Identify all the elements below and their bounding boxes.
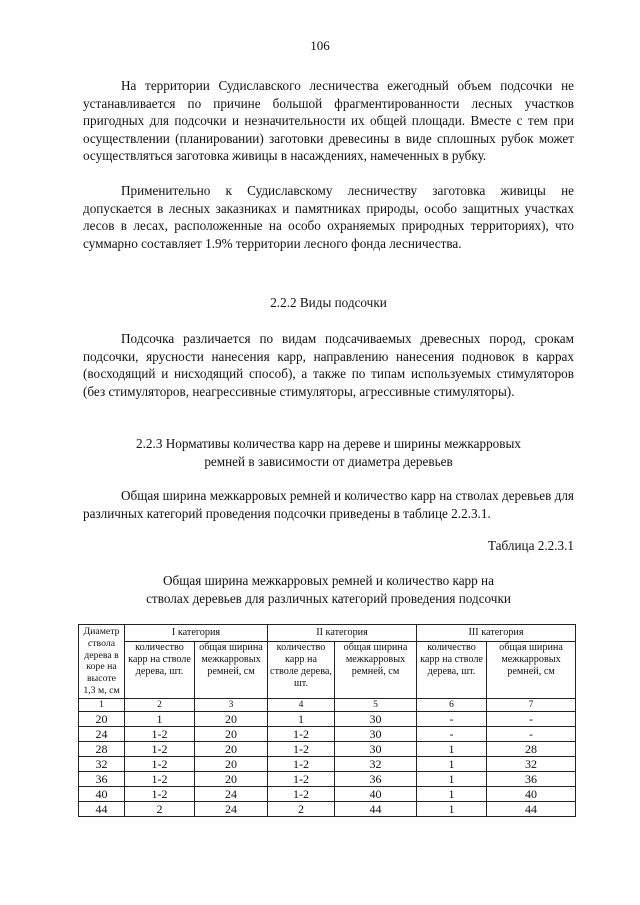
paragraph-text: Подсочка различается по видам подсачиваемых древесных пород, срокам подсочки, ярусности нанесения карр, направлению нанесения подновок в каррах (восходящий и нисходящий способ), а также по типам используемых стимуляторов (без стимуляторов, неагрессивные стимуляторы, агрессивные стимуляторы). [83, 331, 574, 399]
section-heading-2-2-3 [83, 435, 574, 470]
table-cell: - [417, 711, 487, 726]
table-cell: 1-2 [268, 771, 335, 786]
table-row [79, 756, 576, 771]
section-heading-2-2-2 [83, 294, 574, 312]
paragraph-table-intro [83, 487, 574, 522]
table-cell: 1 [125, 711, 195, 726]
table-caption-line-1: Общая ширина межкарровых ремней и количество карр на [163, 573, 494, 588]
table-cell: 1 [417, 756, 487, 771]
header-category-1: I категория [125, 625, 268, 642]
table-cell: 1-2 [268, 726, 335, 741]
table-row [79, 741, 576, 756]
table-cell: 1 [417, 771, 487, 786]
table-cell: 44 [487, 801, 576, 816]
table-cell: 1 [268, 711, 335, 726]
table-cell: 1-2 [125, 786, 195, 801]
table-cell: 30 [335, 741, 417, 756]
column-number: 1 [79, 698, 125, 711]
paragraph-text: На территории Судиславского лесничества ежегодный объем подсочки не устанавливается по причине большой фрагментированности лесных участков пригодных для подсочки и незначительности их общей площади. Вместе с тем при осуществлении (планировании) заготовки древесины в виде сплошных рубок может осуществляться заготовка живицы в насаждениях, намеченных в рубку. [83, 78, 574, 164]
table-label: Таблица 2.2.3.1 [487, 538, 574, 553]
table-cell: 30 [335, 711, 417, 726]
table-cell: 40 [335, 786, 417, 801]
heading-line-1: 2.2.3 Нормативы количества карр на дереве и ширины межкарровых [136, 436, 521, 451]
header-width-cat-2: общая ширина межкарровых ремней, см [335, 642, 417, 699]
table-cell: 20 [79, 711, 125, 726]
table-cell: 1-2 [125, 771, 195, 786]
paragraph-resin-restrictions [83, 182, 574, 252]
table-caption-line-2: стволах деревьев для различных категорий проведения подсочки [146, 590, 511, 606]
header-category-3: III категория [417, 625, 576, 642]
column-number: 4 [268, 698, 335, 711]
table-cell: 24 [79, 726, 125, 741]
column-number: 6 [417, 698, 487, 711]
table-cell: - [487, 711, 576, 726]
table-cell: 1-2 [268, 756, 335, 771]
header-width-cat-3: общая ширина межкарровых ремней, см [487, 642, 576, 699]
table-cell: 20 [195, 771, 268, 786]
heading-text: 2.2.2 Виды подсочки [270, 295, 387, 310]
norms-table [78, 624, 576, 817]
heading-line-2: ремней в зависимости от диаметра деревьев [204, 453, 453, 469]
table-body [79, 698, 576, 816]
table-cell: 20 [195, 741, 268, 756]
table-header-row-categories [79, 625, 576, 642]
table-cell: 2 [268, 801, 335, 816]
table-cell: 36 [335, 771, 417, 786]
table-cell: 32 [79, 756, 125, 771]
table-cell: 32 [487, 756, 576, 771]
table-cell: 20 [195, 711, 268, 726]
table-row [79, 801, 576, 816]
table-cell: - [417, 726, 487, 741]
table-row [79, 726, 576, 741]
header-count-cat-1: количество карр на стволе дерева, шт. [125, 642, 195, 699]
page-number: 106 [310, 38, 330, 53]
table-header-row-subheaders [79, 642, 576, 699]
header-count-cat-2: количество карр на стволе дерева, шт. [268, 642, 335, 699]
table-cell: 1 [417, 801, 487, 816]
paragraph-tapping-types [83, 330, 574, 400]
table-cell: 36 [487, 771, 576, 786]
table-cell: 20 [195, 726, 268, 741]
table-cell: 1 [417, 786, 487, 801]
paragraph-text: Применительно к Судиславскому лесничеству заготовка живицы не допускается в лесных заказниках и памятниках природы, особо защитных участках лесов в лесах, расположенные на особо охраняемых природных территориях), что суммарно составляет 1.9% территории лесного фонда лесничества. [83, 183, 574, 251]
table-row [79, 771, 576, 786]
table-cell: 1-2 [268, 741, 335, 756]
header-count-cat-3: количество карр на стволе дерева, шт. [417, 642, 487, 699]
header-width-cat-1: общая ширина межкарровых ремней, см [195, 642, 268, 699]
table-cell: 1-2 [125, 741, 195, 756]
paragraph-text: Общая ширина межкарровых ремней и количество карр на стволах деревьев для различных категорий проведения подсочки приведены в таблице 2.2.3.1. [83, 488, 574, 521]
table-cell: 40 [487, 786, 576, 801]
table-cell: 28 [79, 741, 125, 756]
header-category-2: II категория [268, 625, 417, 642]
column-number: 7 [487, 698, 576, 711]
table-cell: 1 [417, 741, 487, 756]
table-cell: 28 [487, 741, 576, 756]
paragraph-forest-district-volume [83, 77, 574, 165]
table-cell: 20 [195, 756, 268, 771]
table-cell: 36 [79, 771, 125, 786]
table-cell: 30 [335, 726, 417, 741]
table-cell: 44 [79, 801, 125, 816]
table-cell: 44 [335, 801, 417, 816]
table-cell: 24 [195, 801, 268, 816]
column-number: 3 [195, 698, 268, 711]
table-row [79, 711, 576, 726]
column-number: 5 [335, 698, 417, 711]
table-cell: 40 [79, 786, 125, 801]
table-row [79, 786, 576, 801]
table-cell: 32 [335, 756, 417, 771]
table-caption [83, 572, 574, 607]
table-cell: 1-2 [268, 786, 335, 801]
header-diameter: Диаметр ствола дерева в коре на высоте 1,3 м, см [79, 625, 125, 699]
table-cell: 24 [195, 786, 268, 801]
table-column-numbers-row [79, 698, 576, 711]
table-cell: 1-2 [125, 756, 195, 771]
table-cell: 1-2 [125, 726, 195, 741]
table-cell: 2 [125, 801, 195, 816]
table-cell: - [487, 726, 576, 741]
column-number: 2 [125, 698, 195, 711]
